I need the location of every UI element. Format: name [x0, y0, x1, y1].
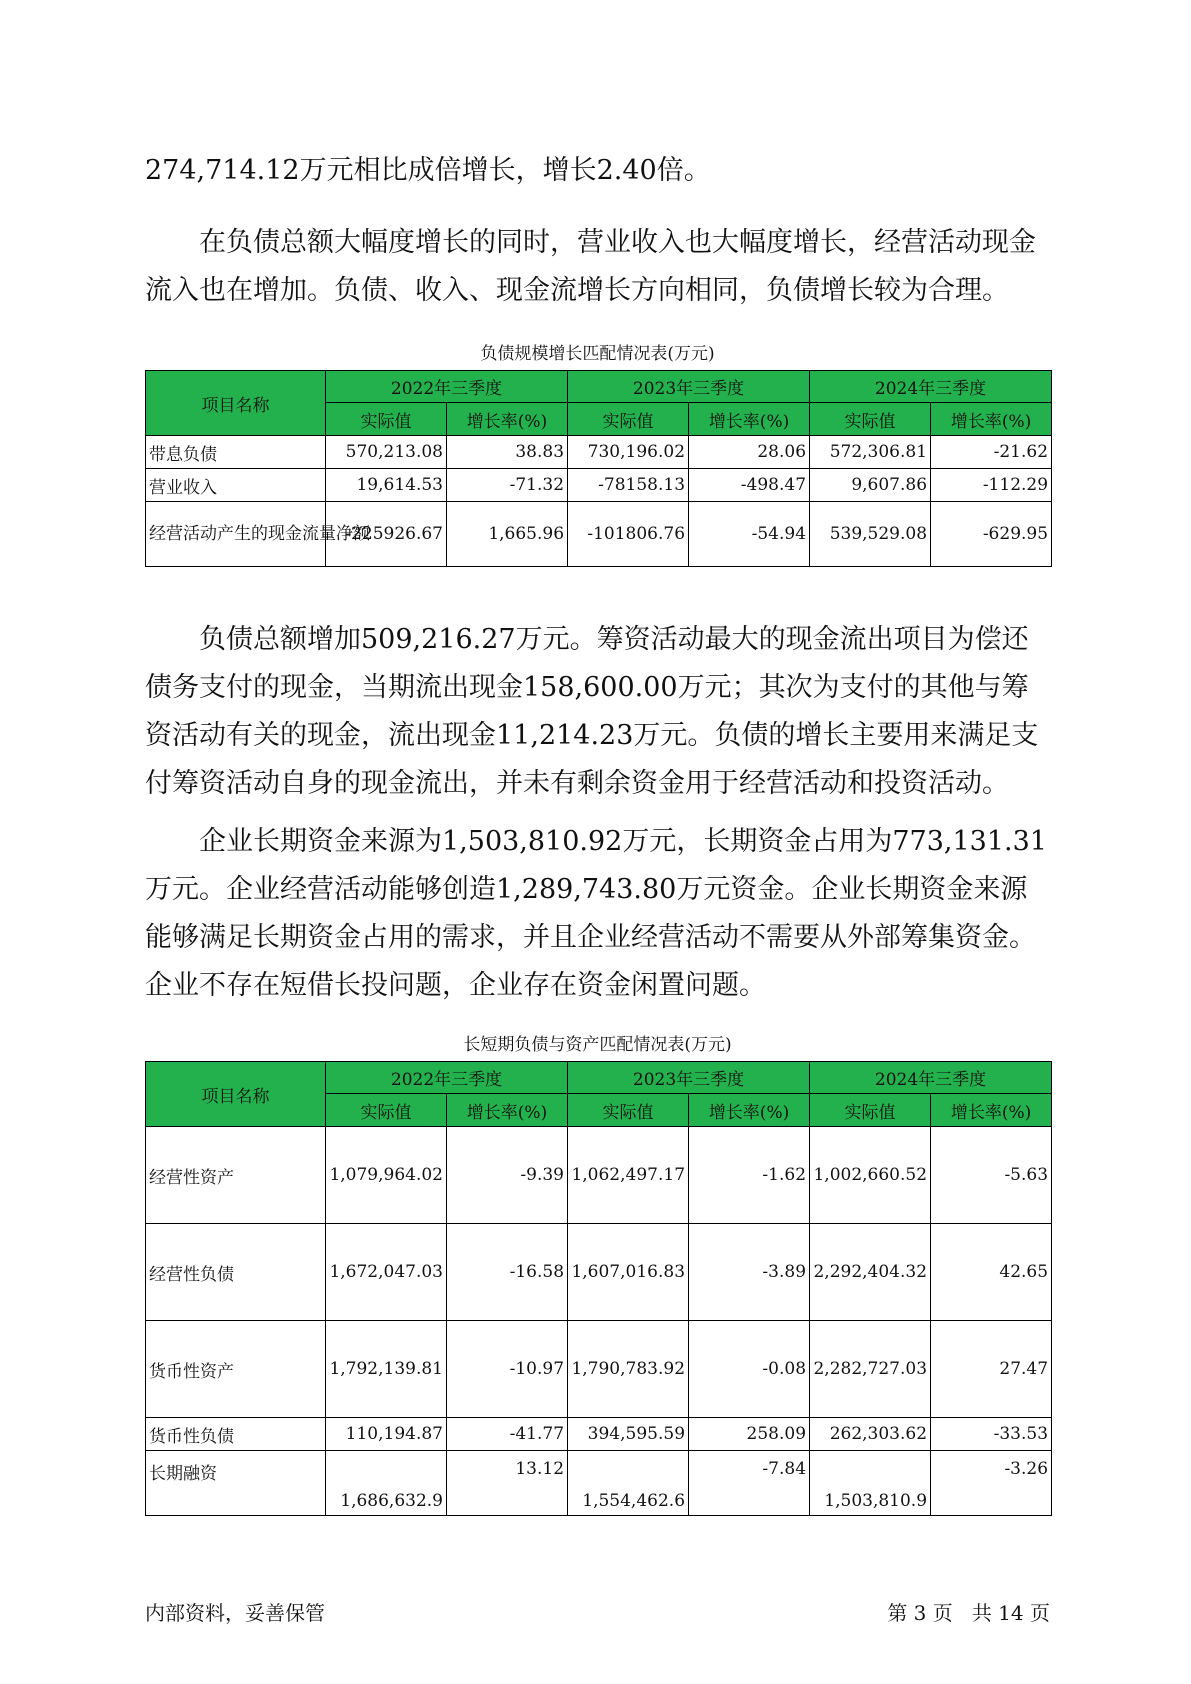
cell-rate-2022: 38.83 — [447, 436, 568, 469]
cell-actual-2022: 1,792,139.81 — [326, 1321, 447, 1418]
table-row — [146, 1224, 1052, 1321]
cell-rate-2023: -1.62 — [689, 1127, 810, 1224]
table-row — [146, 1127, 1052, 1224]
cell-rate-2023: 258.09 — [689, 1418, 810, 1451]
header-actual: 实际值 — [568, 403, 689, 436]
cell-rate-2022: -9.39 — [447, 1127, 568, 1224]
row-label: 货币性负债 — [146, 1418, 326, 1451]
header-period-2022: 2022年三季度 — [326, 371, 568, 403]
cell-actual-2023: 1,554,462.6 — [568, 1451, 689, 1516]
table-row — [146, 1321, 1052, 1418]
cell-rate-2022: 1,665.96 — [447, 502, 568, 567]
row-label: 货币性资产 — [146, 1321, 326, 1418]
header-rate: 增长率(%) — [931, 1094, 1052, 1127]
cell-rate-2023: -498.47 — [689, 469, 810, 502]
header-rate: 增长率(%) — [447, 403, 568, 436]
cell-actual-2022: 570,213.08 — [326, 436, 447, 469]
header-actual: 实际值 — [810, 403, 931, 436]
cell-rate-2022: -41.77 — [447, 1418, 568, 1451]
table-row — [146, 1418, 1052, 1451]
header-period-2022: 2022年三季度 — [326, 1062, 568, 1094]
cell-actual-2023: -101806.76 — [568, 502, 689, 567]
cell-actual-2024: 2,292,404.32 — [810, 1224, 931, 1321]
footer-confidential-note: 内部资料，妥善保管 — [145, 1601, 325, 1625]
cell-actual-2022: 1,686,632.9 — [326, 1451, 447, 1516]
cell-rate-2024: -112.29 — [931, 469, 1052, 502]
cell-actual-2023: 1,790,783.92 — [568, 1321, 689, 1418]
header-rate: 增长率(%) — [931, 403, 1052, 436]
table2-caption: 长短期负债与资产匹配情况表(万元) — [463, 1035, 732, 1055]
header-rate: 增长率(%) — [689, 1094, 810, 1127]
cell-actual-2022: 110,194.87 — [326, 1418, 447, 1451]
cell-rate-2024: 27.47 — [931, 1321, 1052, 1418]
cell-rate-2024: -5.63 — [931, 1127, 1052, 1224]
cell-actual-2022: 1,079,964.02 — [326, 1127, 447, 1224]
header-actual: 实际值 — [568, 1094, 689, 1127]
header-item-name: 项目名称 — [146, 371, 326, 436]
row-label: 带息负债 — [146, 436, 326, 469]
cell-actual-2024: 1,002,660.52 — [810, 1127, 931, 1224]
header-actual: 实际值 — [326, 1094, 447, 1127]
row-label: 长期融资 — [146, 1451, 326, 1516]
cell-actual-2024: 262,303.62 — [810, 1418, 931, 1451]
paragraph-financing-outflow: 负债总额增加509,216.27万元。筹资活动最大的现金流出项目为偿还债务支付的现金，当期流出现金158,600.00万元；其次为支付的其他与筹资活动有关的现金，流出现金11,214.23万元。负债的增长主要用来满足支付筹资活动自身的现金流出，并未有剩余资金用于经营活动和投资活动。 — [145, 624, 1039, 799]
cell-rate-2023: -54.94 — [689, 502, 810, 567]
row-label: 经营活动产生的现金流量净额 — [146, 502, 326, 567]
row-label: 营业收入 — [146, 469, 326, 502]
header-rate: 增长率(%) — [689, 403, 810, 436]
footer-page-number: 第 3 页 共 14 页 — [887, 1601, 1050, 1625]
cell-rate-2023: -7.84 — [689, 1451, 810, 1516]
header-period-2024: 2024年三季度 — [810, 1062, 1052, 1094]
cell-actual-2023: 1,607,016.83 — [568, 1224, 689, 1321]
cell-actual-2023: 1,062,497.17 — [568, 1127, 689, 1224]
header-item-name: 项目名称 — [146, 1062, 326, 1127]
cell-actual-2022: -225926.67 — [326, 502, 447, 567]
table-row — [146, 502, 1052, 567]
cell-actual-2024: 2,282,727.03 — [810, 1321, 931, 1418]
cell-rate-2022: -10.97 — [447, 1321, 568, 1418]
header-actual: 实际值 — [326, 403, 447, 436]
paragraph-long-term-funds: 企业长期资金来源为1,503,810.92万元，长期资金占用为773,131.31万元。企业经营活动能够创造1,289,743.80万元资金。企业长期资金来源能够满足长期资金占用的需求，并且企业经营活动不需要从外部筹集资金。企业不存在短借长投问题，企业存在资金闲置问题。 — [145, 826, 1047, 1001]
paragraph-continuation: 274,714.12万元相比成倍增长，增长2.40倍。 — [145, 155, 711, 186]
cell-rate-2024: -33.53 — [931, 1418, 1052, 1451]
header-period-2023: 2023年三季度 — [568, 1062, 810, 1094]
header-period-2024: 2024年三季度 — [810, 371, 1052, 403]
paragraph-liability-growth: 在负债总额大幅度增长的同时，营业收入也大幅度增长，经营活动现金流入也在增加。负债、收入、现金流增长方向相同，负债增长较为合理。 — [145, 227, 1036, 306]
cell-rate-2022: 13.12 — [447, 1451, 568, 1516]
cell-rate-2023: -3.89 — [689, 1224, 810, 1321]
cell-rate-2022: -16.58 — [447, 1224, 568, 1321]
cell-actual-2022: 19,614.53 — [326, 469, 447, 502]
cell-rate-2023: 28.06 — [689, 436, 810, 469]
row-label: 经营性资产 — [146, 1127, 326, 1224]
cell-actual-2024: 572,306.81 — [810, 436, 931, 469]
cell-rate-2024: -3.26 — [931, 1451, 1052, 1516]
table-row — [146, 469, 1052, 502]
cell-actual-2022: 1,672,047.03 — [326, 1224, 447, 1321]
cell-rate-2022: -71.32 — [447, 469, 568, 502]
cell-rate-2024: -629.95 — [931, 502, 1052, 567]
cell-rate-2024: -21.62 — [931, 436, 1052, 469]
cell-actual-2024: 539,529.08 — [810, 502, 931, 567]
table-row — [146, 436, 1052, 469]
cell-actual-2023: 730,196.02 — [568, 436, 689, 469]
cell-rate-2024: 42.65 — [931, 1224, 1052, 1321]
cell-rate-2023: -0.08 — [689, 1321, 810, 1418]
table-row — [146, 1451, 1052, 1516]
header-actual: 实际值 — [810, 1094, 931, 1127]
cell-actual-2023: -78158.13 — [568, 469, 689, 502]
header-period-2023: 2023年三季度 — [568, 371, 810, 403]
long-short-matching-table — [145, 1061, 1052, 1516]
cell-actual-2023: 394,595.59 — [568, 1418, 689, 1451]
row-label: 经营性负债 — [146, 1224, 326, 1321]
header-rate: 增长率(%) — [447, 1094, 568, 1127]
cell-actual-2024: 1,503,810.9 — [810, 1451, 931, 1516]
table1-caption: 负债规模增长匹配情况表(万元) — [480, 344, 715, 364]
cell-actual-2024: 9,607.86 — [810, 469, 931, 502]
liability-scale-table — [145, 370, 1052, 567]
